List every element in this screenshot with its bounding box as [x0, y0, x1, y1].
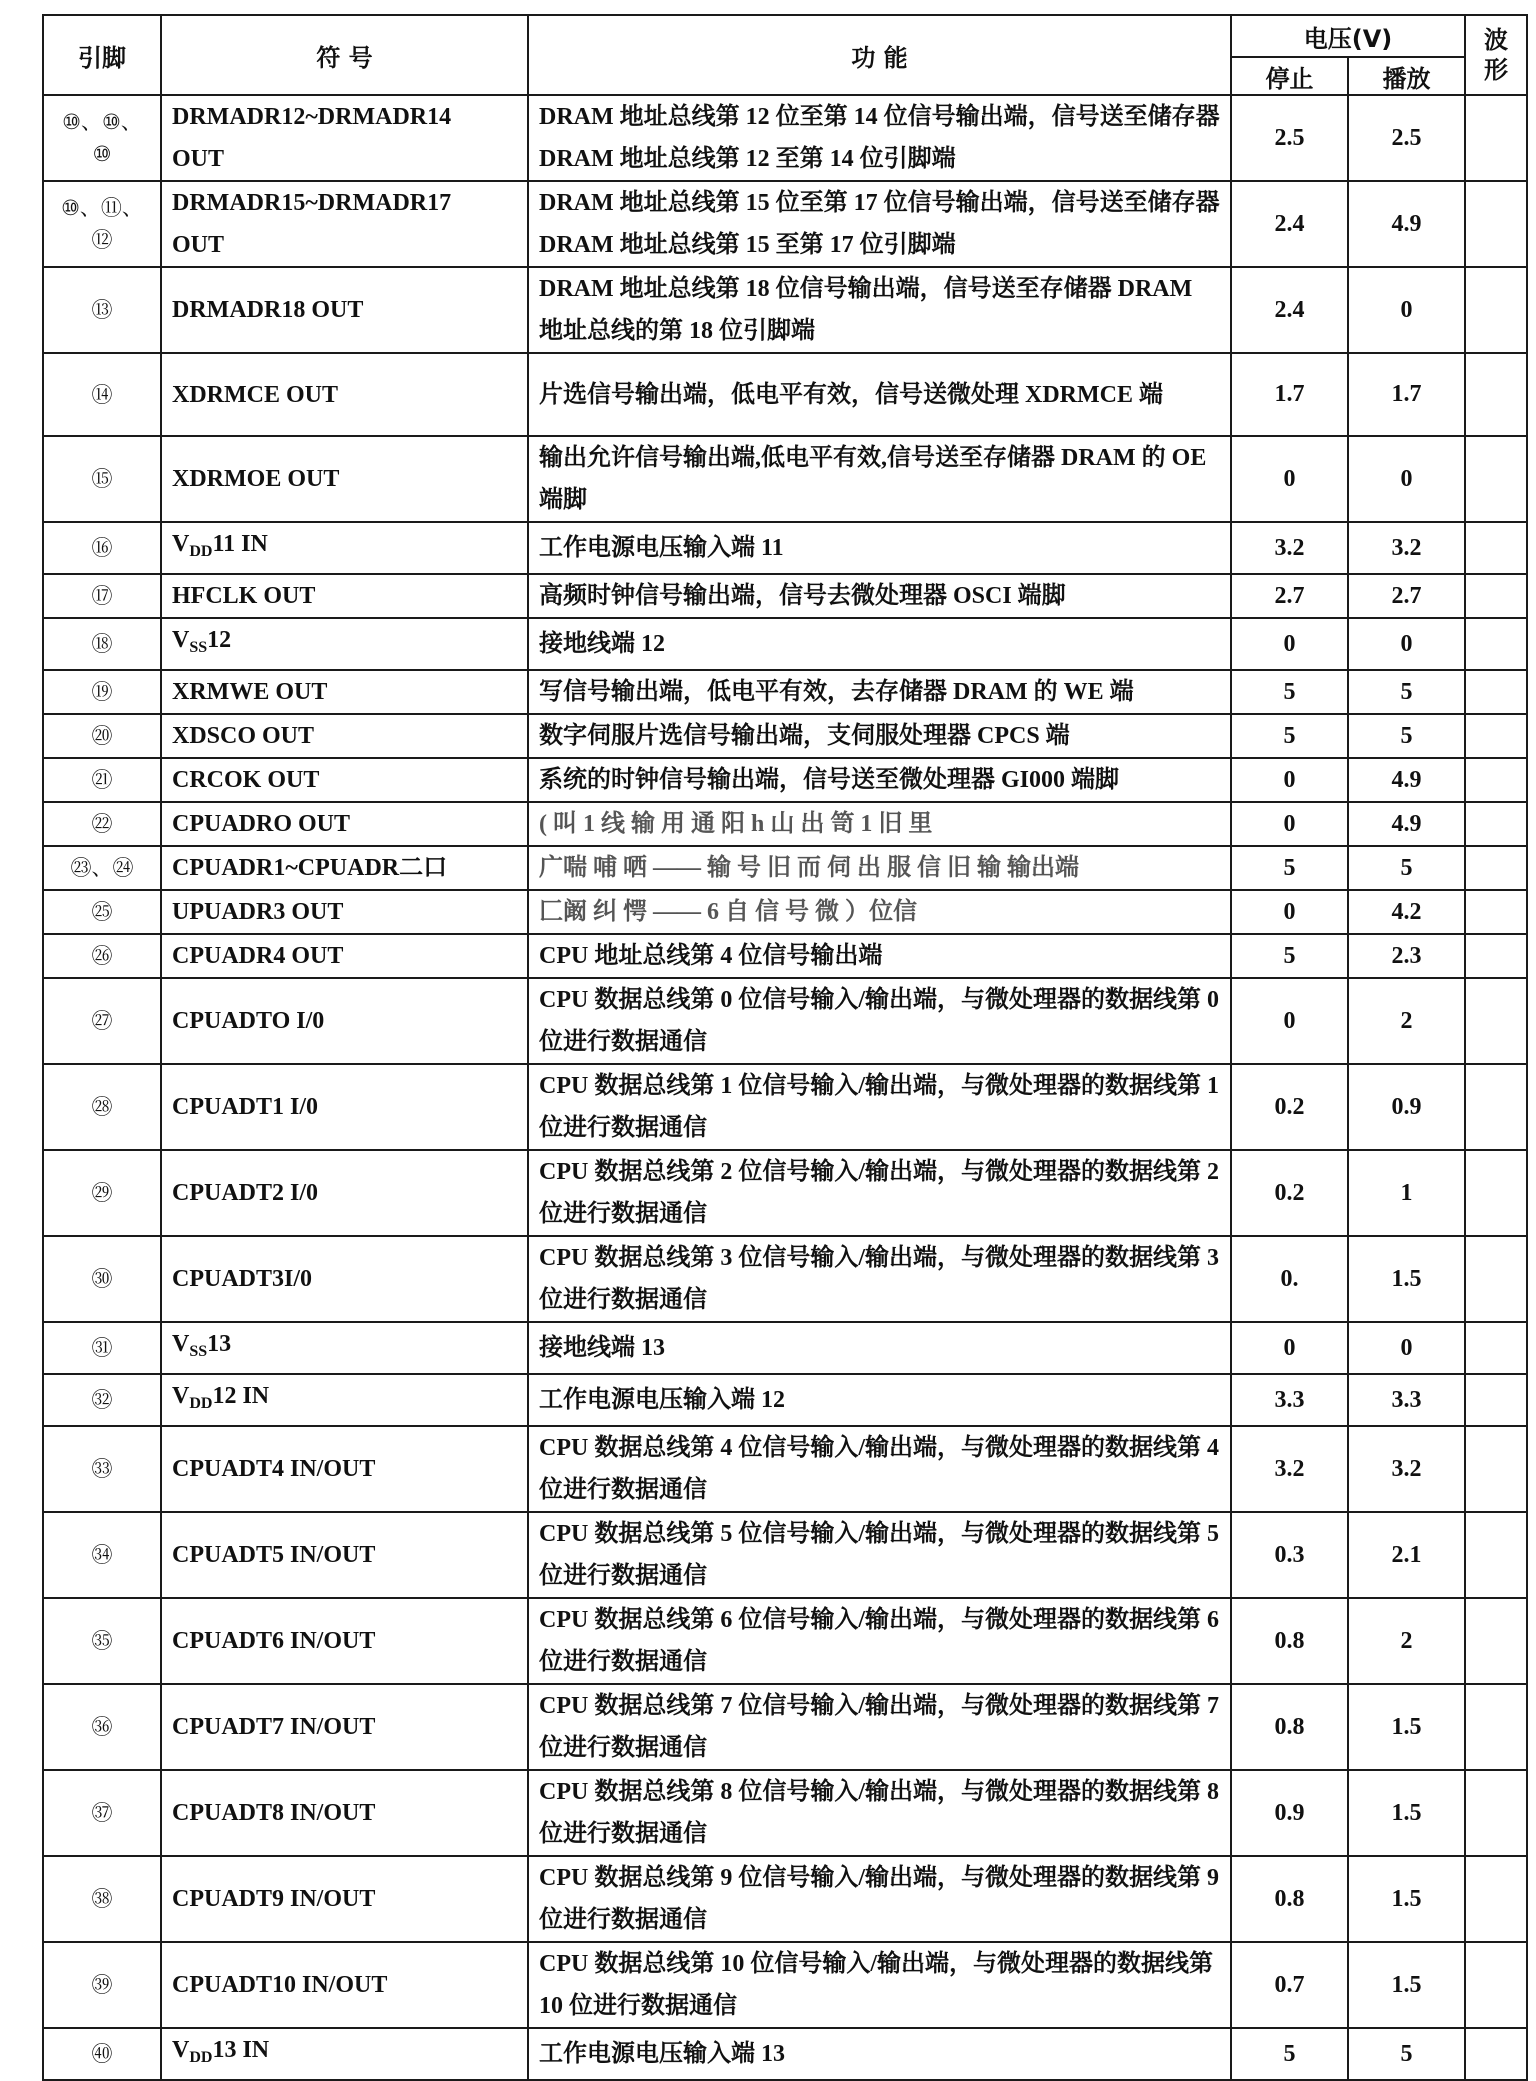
pin-symbol-line: DRMADR15~DRMADR17 [172, 190, 452, 216]
pin-symbol [161, 1598, 528, 1684]
voltage-stop: 5 [1231, 670, 1348, 714]
waveform-cell [1465, 978, 1527, 1064]
pin-function: CPU 数据总线第 4 位信号输入/输出端，与微处理器的数据线第 4 位进行数据通信 [528, 1426, 1231, 1512]
table-row [43, 934, 1527, 978]
pin-symbol [161, 436, 528, 522]
voltage-play: 3.2 [1348, 522, 1465, 574]
pin-number: ㉛ [43, 1322, 161, 1374]
table-row [43, 353, 1527, 436]
header-waveform [1465, 15, 1527, 95]
pin-symbol-line: XDRMCE OUT [172, 381, 338, 408]
pin-number: ⑯ [43, 522, 161, 574]
pin-symbol [161, 95, 528, 181]
pin-function-table [42, 14, 1528, 2081]
voltage-play: 5 [1348, 846, 1465, 890]
pin-symbol-line: CPUADT3I/0 [172, 1266, 313, 1292]
table-row [43, 436, 1527, 522]
waveform-cell [1465, 1856, 1527, 1942]
pin-symbol-prefix: V [172, 1331, 190, 1357]
voltage-play: 1.5 [1348, 1684, 1465, 1770]
voltage-stop: 0 [1231, 436, 1348, 522]
pin-number: ⑲ [43, 670, 161, 714]
pin-number: ㉘ [43, 1064, 161, 1150]
pin-symbol [161, 846, 528, 890]
table-row [43, 95, 1527, 181]
waveform-cell [1465, 1236, 1527, 1322]
waveform-cell [1465, 1598, 1527, 1684]
pin-symbol [161, 267, 528, 353]
voltage-stop: 5 [1231, 2028, 1348, 2080]
voltage-play: 1.5 [1348, 1856, 1465, 1942]
pin-number: ⑱ [43, 618, 161, 670]
voltage-stop: 0 [1231, 890, 1348, 934]
header-function: 功 能 [528, 15, 1231, 95]
voltage-stop: 0 [1231, 758, 1348, 802]
pin-number: ⑩、⑩、⑩ [43, 95, 161, 181]
voltage-stop: 0. [1231, 1236, 1348, 1322]
voltage-stop: 0.7 [1231, 1942, 1348, 2028]
pin-function: 接地线端 13 [528, 1322, 1231, 1374]
waveform-cell [1465, 267, 1527, 353]
pin-symbol-line: DRMADR18 OUT [172, 297, 364, 323]
voltage-play: 2.1 [1348, 1512, 1465, 1598]
pin-symbol [161, 1684, 528, 1770]
pin-symbol [161, 758, 528, 802]
pin-symbol-line: CPUADT10 IN/OUT [172, 1972, 388, 1998]
voltage-stop: 3.2 [1231, 522, 1348, 574]
table-row [43, 1512, 1527, 1598]
voltage-stop: 0 [1231, 802, 1348, 846]
voltage-play: 0 [1348, 618, 1465, 670]
pin-symbol-prefix: V [172, 531, 190, 557]
pin-symbol-line: CRCOK OUT [172, 767, 320, 793]
table-row [43, 1064, 1527, 1150]
pin-symbol [161, 181, 528, 267]
pin-function: CPU 地址总线第 4 位信号输出端 [528, 934, 1231, 978]
pin-symbol [161, 618, 528, 670]
header-symbol: 符 号 [161, 15, 528, 95]
pin-function: CPU 数据总线第 3 位信号输入/输出端，与微处理器的数据线第 3 位进行数据通信 [528, 1236, 1231, 1322]
pin-symbol [161, 670, 528, 714]
waveform-cell [1465, 1374, 1527, 1426]
pin-symbol-line: CPUADR1~CPUADR二口 [172, 855, 448, 881]
voltage-stop: 0.8 [1231, 1856, 1348, 1942]
pin-symbol [161, 978, 528, 1064]
voltage-stop: 0 [1231, 978, 1348, 1064]
pin-symbol [161, 353, 528, 436]
table-row [43, 574, 1527, 618]
voltage-play: 5 [1348, 2028, 1465, 2080]
voltage-play: 0 [1348, 436, 1465, 522]
voltage-stop: 0.2 [1231, 1064, 1348, 1150]
waveform-cell [1465, 436, 1527, 522]
table-row [43, 978, 1527, 1064]
pin-function: 工作电源电压输入端 13 [528, 2028, 1231, 2080]
pin-number: ㉚ [43, 1236, 161, 1322]
pin-symbol-subscript: DD [189, 2049, 213, 2066]
voltage-play: 1.5 [1348, 1236, 1465, 1322]
waveform-cell [1465, 181, 1527, 267]
pin-number: ⑳ [43, 714, 161, 758]
table-row [43, 714, 1527, 758]
pin-symbol-suffix: 13 IN [212, 2037, 270, 2063]
voltage-play: 0 [1348, 267, 1465, 353]
pin-symbol [161, 574, 528, 618]
pin-function: CPU 数据总线第 9 位信号输入/输出端，与微处理器的数据线第 9 位进行数据通信 [528, 1856, 1231, 1942]
voltage-play: 3.3 [1348, 1374, 1465, 1426]
waveform-cell [1465, 802, 1527, 846]
voltage-play: 1.5 [1348, 1942, 1465, 2028]
voltage-stop: 2.4 [1231, 181, 1348, 267]
voltage-stop: 2.5 [1231, 95, 1348, 181]
voltage-stop: 5 [1231, 714, 1348, 758]
table-row [43, 670, 1527, 714]
pin-symbol [161, 934, 528, 978]
pin-symbol [161, 1150, 528, 1236]
voltage-stop: 5 [1231, 846, 1348, 890]
waveform-cell [1465, 1942, 1527, 2028]
waveform-cell [1465, 95, 1527, 181]
pin-symbol-line: XDRMOE OUT [172, 466, 340, 492]
voltage-stop: 0.3 [1231, 1512, 1348, 1598]
voltage-play: 4.2 [1348, 890, 1465, 934]
voltage-stop: 1.7 [1231, 353, 1348, 436]
voltage-stop: 0.9 [1231, 1770, 1348, 1856]
waveform-cell [1465, 846, 1527, 890]
pin-symbol [161, 522, 528, 574]
pin-symbol-line: XRMWE OUT [172, 679, 328, 705]
table-row [43, 1322, 1527, 1374]
header-voltage: 电压(V) [1231, 15, 1465, 57]
table-row [43, 2028, 1527, 2080]
voltage-stop: 0 [1231, 1322, 1348, 1374]
table-row [43, 1684, 1527, 1770]
table-row [43, 1770, 1527, 1856]
pin-function: CPU 数据总线第 5 位信号输入/输出端，与微处理器的数据线第 5 位进行数据通信 [528, 1512, 1231, 1598]
pin-number: ⑬ [43, 267, 161, 353]
pin-function: 接地线端 12 [528, 618, 1231, 670]
voltage-stop: 2.7 [1231, 574, 1348, 618]
voltage-play: 4.9 [1348, 181, 1465, 267]
pin-symbol-line: XDSCO OUT [172, 723, 315, 749]
pin-function: 工作电源电压输入端 11 [528, 522, 1231, 574]
pin-symbol-line: CPUADT4 IN/OUT [172, 1456, 376, 1482]
pin-function: CPU 数据总线第 1 位信号输入/输出端，与微处理器的数据线第 1 位进行数据通信 [528, 1064, 1231, 1150]
voltage-play: 2.3 [1348, 934, 1465, 978]
pin-symbol-line: OUT [172, 232, 225, 258]
waveform-cell [1465, 714, 1527, 758]
pin-symbol-line: DRMADR12~DRMADR14 [172, 104, 452, 130]
voltage-stop: 2.4 [1231, 267, 1348, 353]
table-row [43, 890, 1527, 934]
pin-function: 广喘 哺 哂 —— 输 号 旧 而 伺 出 服 信 旧 输 输出端 [528, 846, 1231, 890]
pin-number: ㉞ [43, 1512, 161, 1598]
pin-symbol-line: CPUADTO I/0 [172, 1008, 325, 1034]
waveform-cell [1465, 1512, 1527, 1598]
pin-number: ⑭ [43, 353, 161, 436]
voltage-play: 2 [1348, 1598, 1465, 1684]
pin-number: ㉒ [43, 802, 161, 846]
table-row [43, 846, 1527, 890]
pin-function: ( 叫 1 线 输 用 通 阳 h 山 出 笥 1 旧 里 [528, 802, 1231, 846]
pin-function: CPU 数据总线第 8 位信号输入/输出端，与微处理器的数据线第 8 位进行数据通信 [528, 1770, 1231, 1856]
pin-number: ㉓、㉔ [43, 846, 161, 890]
pin-symbol-line: CPUADT7 IN/OUT [172, 1714, 376, 1740]
pin-number: ㊳ [43, 1856, 161, 1942]
pin-symbol-suffix: 12 [207, 627, 232, 653]
pin-symbol-line: OUT [172, 146, 225, 172]
pin-symbol-line: CPUADT5 IN/OUT [172, 1542, 376, 1568]
voltage-play: 2 [1348, 978, 1465, 1064]
pin-symbol [161, 1512, 528, 1598]
table-row [43, 522, 1527, 574]
pin-number: ㉖ [43, 934, 161, 978]
table-row [43, 758, 1527, 802]
waveform-cell [1465, 353, 1527, 436]
table-row [43, 267, 1527, 353]
voltage-play: 1 [1348, 1150, 1465, 1236]
pin-number: ㉟ [43, 1598, 161, 1684]
pin-function: 写信号输出端，低电平有效，去存储器 DRAM 的 WE 端 [528, 670, 1231, 714]
pin-symbol [161, 1374, 528, 1426]
pin-symbol-line: CPUADT6 IN/OUT [172, 1628, 376, 1654]
pin-function: CPU 数据总线第 10 位信号输入/输出端，与微处理器的数据线第 10 位进行数据通信 [528, 1942, 1231, 2028]
pin-function: DRAM 地址总线第 18 位信号输出端，信号送至存储器 DRAM 地址总线的第 18 位引脚端 [528, 267, 1231, 353]
pin-symbol-line: UPUADR3 OUT [172, 899, 344, 925]
pin-function: DRAM 地址总线第 12 位至第 14 位信号输出端，信号送至储存器 DRAM 地址总线第 12 至第 14 位引脚端 [528, 95, 1231, 181]
voltage-play: 4.9 [1348, 802, 1465, 846]
pin-symbol-line: CPUADT9 IN/OUT [172, 1886, 376, 1912]
header-waveform-label: 波形 [1484, 26, 1508, 84]
table-row [43, 1236, 1527, 1322]
voltage-stop: 0.8 [1231, 1598, 1348, 1684]
pin-symbol-prefix: V [172, 2037, 190, 2063]
pin-symbol [161, 2028, 528, 2080]
waveform-cell [1465, 890, 1527, 934]
waveform-cell [1465, 1684, 1527, 1770]
pin-number: ㉕ [43, 890, 161, 934]
pin-symbol-line: CPUADT1 I/0 [172, 1094, 319, 1120]
pin-number: ㉜ [43, 1374, 161, 1426]
pin-symbol [161, 1322, 528, 1374]
pin-number: ㉝ [43, 1426, 161, 1512]
pin-number: ㉗ [43, 978, 161, 1064]
pin-table-page [42, 14, 1528, 2081]
pin-number: ㊱ [43, 1684, 161, 1770]
waveform-cell [1465, 1770, 1527, 1856]
pin-number: ㊲ [43, 1770, 161, 1856]
pin-symbol-line: CPUADR4 OUT [172, 943, 344, 969]
table-row [43, 1856, 1527, 1942]
pin-function: CPU 数据总线第 6 位信号输入/输出端，与微处理器的数据线第 6 位进行数据通信 [528, 1598, 1231, 1684]
voltage-stop: 3.3 [1231, 1374, 1348, 1426]
pin-symbol [161, 1426, 528, 1512]
table-row [43, 618, 1527, 670]
waveform-cell [1465, 2028, 1527, 2080]
pin-symbol [161, 1856, 528, 1942]
pin-symbol [161, 1770, 528, 1856]
table-row [43, 1374, 1527, 1426]
waveform-cell [1465, 574, 1527, 618]
pin-number: ⑰ [43, 574, 161, 618]
waveform-cell [1465, 1064, 1527, 1150]
voltage-stop: 0 [1231, 618, 1348, 670]
pin-symbol [161, 1236, 528, 1322]
pin-symbol-subscript: DD [189, 1395, 213, 1412]
header-play: 播放 [1348, 57, 1465, 95]
table-row [43, 802, 1527, 846]
pin-symbol-suffix: 11 IN [212, 531, 268, 557]
pin-function: 高频时钟信号输出端，信号去微处理器 OSCI 端脚 [528, 574, 1231, 618]
pin-function: 输出允许信号输出端,低电平有效,信号送至存储器 DRAM 的 OE 端脚 [528, 436, 1231, 522]
pin-symbol-subscript: SS [189, 639, 208, 656]
waveform-cell [1465, 522, 1527, 574]
pin-symbol-line: CPUADRO OUT [172, 811, 350, 837]
voltage-stop: 0.8 [1231, 1684, 1348, 1770]
waveform-cell [1465, 1150, 1527, 1236]
pin-function: 系统的时钟信号输出端，信号送至微处理器 GI000 端脚 [528, 758, 1231, 802]
pin-number: ㉑ [43, 758, 161, 802]
voltage-play: 0.9 [1348, 1064, 1465, 1150]
voltage-play: 4.9 [1348, 758, 1465, 802]
pin-function: CPU 数据总线第 2 位信号输入/输出端，与微处理器的数据线第 2 位进行数据通信 [528, 1150, 1231, 1236]
table-row [43, 1426, 1527, 1512]
pin-function: 片选信号输出端，低电平有效，信号送微处理 XDRMCE 端 [528, 353, 1231, 436]
pin-function: 数字伺服片选信号输出端，支伺服处理器 CPCS 端 [528, 714, 1231, 758]
voltage-play: 3.2 [1348, 1426, 1465, 1512]
pin-symbol-line: CPUADT8 IN/OUT [172, 1800, 376, 1826]
header-pin: 引脚 [43, 15, 161, 95]
voltage-stop: 5 [1231, 934, 1348, 978]
pin-function: DRAM 地址总线第 15 位至第 17 位信号输出端，信号送至储存器 DRAM 地址总线第 15 至第 17 位引脚端 [528, 181, 1231, 267]
header-stop: 停止 [1231, 57, 1348, 95]
pin-symbol [161, 1942, 528, 2028]
table-row [43, 1942, 1527, 2028]
pin-symbol-prefix: V [172, 627, 190, 653]
voltage-play: 5 [1348, 714, 1465, 758]
pin-function: CPU 数据总线第 7 位信号输入/输出端，与微处理器的数据线第 7 位进行数据通信 [528, 1684, 1231, 1770]
pin-symbol-suffix: 13 [207, 1331, 232, 1357]
pin-symbol [161, 802, 528, 846]
waveform-cell [1465, 758, 1527, 802]
table-row [43, 181, 1527, 267]
pin-number: ㊴ [43, 1942, 161, 2028]
waveform-cell [1465, 618, 1527, 670]
pin-function: 工作电源电压输入端 12 [528, 1374, 1231, 1426]
pin-number: ㉙ [43, 1150, 161, 1236]
voltage-play: 2.5 [1348, 95, 1465, 181]
pin-symbol [161, 890, 528, 934]
waveform-cell [1465, 670, 1527, 714]
table-body [43, 95, 1527, 2080]
pin-symbol-prefix: V [172, 1383, 190, 1409]
voltage-stop: 0.2 [1231, 1150, 1348, 1236]
waveform-cell [1465, 1322, 1527, 1374]
pin-symbol-line: CPUADT2 I/0 [172, 1180, 319, 1206]
pin-symbol-subscript: SS [189, 1343, 208, 1360]
pin-symbol-suffix: 12 IN [212, 1383, 270, 1409]
waveform-cell [1465, 1426, 1527, 1512]
voltage-play: 1.5 [1348, 1770, 1465, 1856]
waveform-cell [1465, 934, 1527, 978]
pin-symbol [161, 1064, 528, 1150]
pin-symbol [161, 714, 528, 758]
pin-number: ⑮ [43, 436, 161, 522]
table-row [43, 1150, 1527, 1236]
pin-number: ㊵ [43, 2028, 161, 2080]
pin-symbol-subscript: DD [189, 543, 213, 560]
voltage-play: 5 [1348, 670, 1465, 714]
pin-function: CPU 数据总线第 0 位信号输入/输出端，与微处理器的数据线第 0 位进行数据通信 [528, 978, 1231, 1064]
voltage-stop: 3.2 [1231, 1426, 1348, 1512]
table-row [43, 1598, 1527, 1684]
voltage-play: 1.7 [1348, 353, 1465, 436]
voltage-play: 2.7 [1348, 574, 1465, 618]
pin-symbol-line: HFCLK OUT [172, 583, 316, 609]
pin-function: 匚阚 纠 愕 —— 6 自 信 号 微 ）位信 [528, 890, 1231, 934]
pin-number: ⑩、⑪、⑫ [43, 181, 161, 267]
voltage-play: 0 [1348, 1322, 1465, 1374]
